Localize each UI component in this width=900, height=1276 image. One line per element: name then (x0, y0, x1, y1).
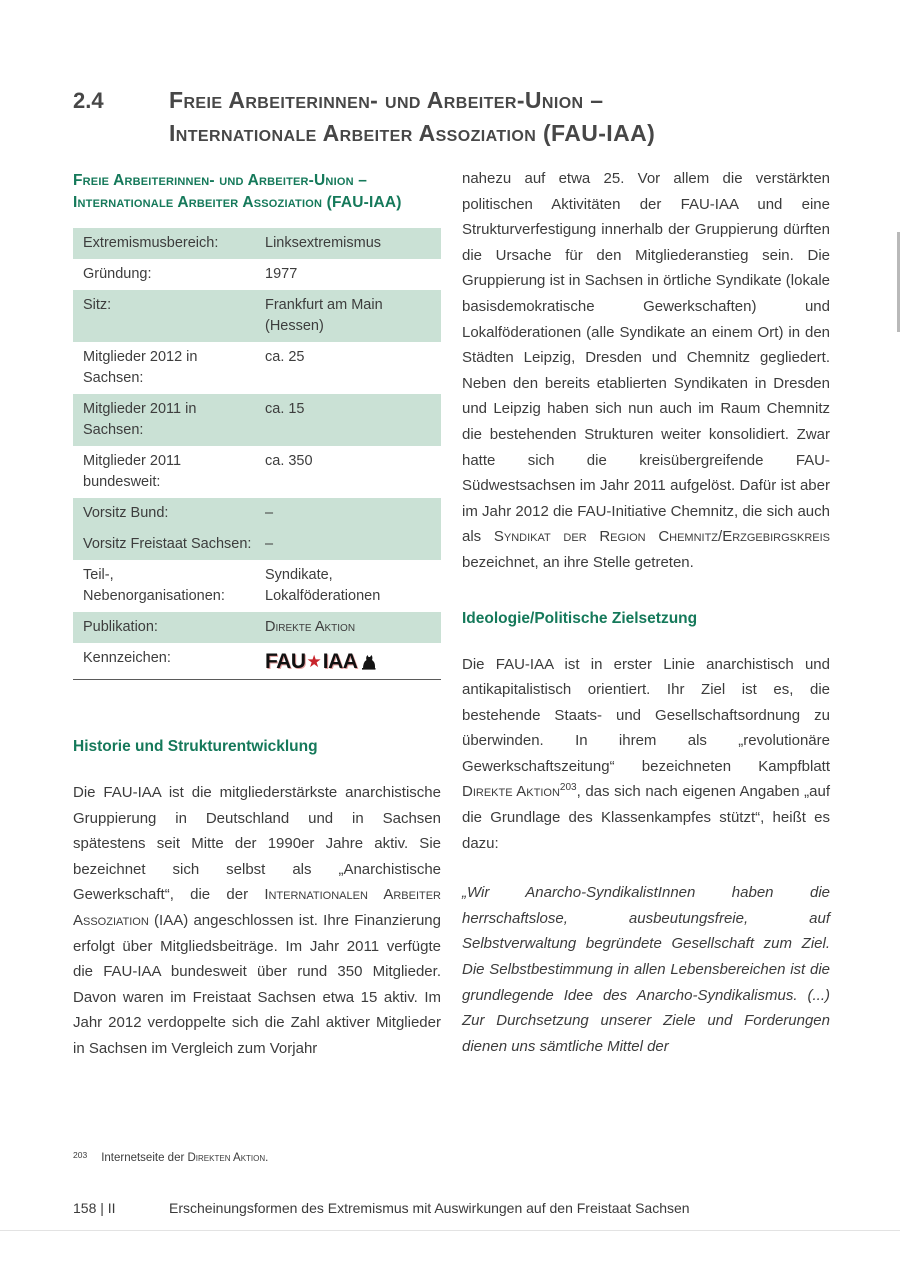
table-row (73, 498, 441, 529)
table-row-label: Mitglieder 2011 bundesweit: (83, 453, 182, 490)
section-title (169, 84, 655, 150)
ideology-quote: „Wir Anarcho-SyndikalistInnen haben die herrschaftslose, ausbeutungsfreie, auf Selbstverwaltung begründete Gesellschaft zum Ziel. Die Selbstbestimmung in allen Lebensbereichen ist die grundlegende Idee des Anarcho-Syndikalismus. (...) Zur Durchsetzung unserer Ziele und Forderungen dienen uns sämtliche Mittel der (462, 884, 830, 1055)
footnote-number: 203 (73, 1150, 88, 1160)
history-paragraph-continued (462, 166, 830, 576)
footnote (73, 1152, 268, 1164)
table-row-label: Teil-, Nebenorganisationen: (83, 567, 225, 604)
fau-iaa-logo (265, 648, 431, 674)
table-row (73, 446, 441, 498)
table-row (73, 612, 441, 643)
history-smallcaps-iaa: Internationalen Arbeiter Assoziation (IAA) (73, 886, 441, 929)
page-footer (73, 1200, 840, 1216)
table-row-value: 1977 (265, 266, 298, 282)
running-footer-text: Erscheinungsformen des Extremismus mit Auswirkungen auf den Freistaat Sachsen (169, 1200, 690, 1216)
table-row (73, 394, 441, 446)
ideology-text-1: Die FAU-IAA ist in erster Linie anarchistisch und antikapitalistisch orientiert. Ihr Ziel ist es, die bestehende Staats- und Gesellschaftsordnung zu überwinden. In ihrem als „revolutionäre Gewerkschaftszeitung“ bezeichneten Kampfblatt (462, 655, 830, 775)
fau-logo-text-right: IAA (322, 649, 358, 673)
table-row-label: Extremismusbereich: (83, 235, 219, 251)
table-row-value: Linksextremismus (265, 235, 382, 251)
table-row-label: Gründung: (83, 266, 152, 282)
ideology-paragraph (462, 652, 830, 857)
footnote-smallcaps: Direkten Aktion (187, 1152, 266, 1164)
table-row-label: Mitglieder 2012 in Sachsen: (83, 349, 198, 386)
table-row-label: Vorsitz Freistaat Sachsen: (83, 536, 252, 552)
fact-table (73, 228, 441, 680)
table-row-value: Syndikate, Lokalföderationen (265, 567, 381, 604)
table-row (73, 529, 441, 560)
table-row-value: – (265, 505, 274, 521)
table-row-value: ca. 25 (265, 349, 305, 365)
footnote-text-2: . (265, 1152, 269, 1164)
table-row-value: – (265, 536, 274, 552)
ideology-smallcaps-direkte-aktion: Direkte Aktion (462, 783, 560, 801)
table-row (73, 643, 441, 679)
ideology-text-2: , das sich nach eigenen Angaben „auf die Grundlage des Klassenkampfes stützt“, heißt es dazu: (462, 783, 830, 852)
table-row (73, 560, 441, 612)
table-row-value: Direkte Aktion (265, 619, 356, 635)
black-cat-icon (361, 652, 376, 670)
infobox-title (73, 170, 441, 214)
ideology-heading: Ideologie/Politische Zielsetzung (462, 609, 698, 627)
history-paragraph (73, 780, 441, 1062)
table-row (73, 228, 441, 259)
table-row-value (265, 648, 431, 674)
fau-logo-text-left: FAU (265, 649, 306, 673)
history-text-1: Die FAU-IAA ist die mitgliederstärkste anarchistische Gruppierung in Deutschland und in Sachsen spätestens seit Mitte der 1990er Jahre aktiv. Sie bezeichnet sich selbst als „Anarchistische Gewerkschaft“, die der (73, 784, 441, 904)
table-row (73, 259, 441, 290)
table-row (73, 342, 441, 394)
history-heading: Historie und Strukturentwicklung (73, 738, 318, 755)
star-icon: ★ (306, 651, 322, 671)
footnote-text (101, 1152, 268, 1164)
history-smallcaps-syndikat: Syndikat der Region Chemnitz/Erzgebirgskreis (493, 528, 831, 546)
table-row (73, 290, 441, 342)
table-row-label: Publikation: (83, 619, 158, 635)
table-row-label: Vorsitz Bund: (83, 505, 169, 521)
footer-divider (0, 1230, 900, 1231)
history-text-2: angeschlossen ist. Ihre Finanzierung erfolgt über Mitgliedsbeiträge. Im Jahr 2011 verfügte die FAU-IAA bundesweit über rund 350 Mitglieder. Davon waren im Freistaat Sachsen etwa 15 aktiv. Im Jahr 2012 verdoppelte sich die Zahl aktiver Mitglieder in Sachsen im Vergleich zum Vorjahr (73, 911, 441, 1057)
section-title-line2: Internationale Arbeiter Assoziation (FAU-IAA) (169, 120, 656, 146)
table-row-label: Mitglieder 2011 in Sachsen: (83, 401, 197, 438)
footnote-reference-203: 203 (559, 782, 577, 794)
table-row-value: ca. 15 (265, 401, 305, 417)
table-row-label: Sitz: (83, 297, 112, 313)
section-title-line1: Freie Arbeiterinnen- und Arbeiter-Union – (169, 87, 604, 113)
history-cont-text-1: nahezu auf etwa 25. Vor allem die verstärkten politischen Aktivitäten der FAU-IAA und eine Strukturverfestigung innerhalb der Gruppierung dürften die Ursache für den Mitgliederanstieg sein. Die Gruppierung ist in Sachsen in örtliche Syndikate (lokale basisdemokratische Gewerkschaften) und Lokalföderationen (alle Syndikate an einem Ort) in den Städten Leipzig, Dresden und Chemnitz gegliedert. Neben den bereits etablierten Syndikaten in Dresden und Leipzig haben sich nun auch im Raum Chemnitz die bestehenden Strukturen weiter konsolidiert. Zwar hatte sich die kreisübergreifende FAU-Südwestsachsen im Jahr 2011 aufgelöst. Dafür ist aber im Jahr 2012 die FAU-Initiative Chemnitz, die sich auch als (462, 170, 830, 546)
section-number: 2.4 (73, 88, 104, 113)
right-column (462, 166, 830, 1059)
footnote-text-1: Internetseite der (101, 1152, 188, 1164)
infobox-title-line1: Freie Arbeiterinnen- und Arbeiter-Union – (73, 172, 368, 189)
section-title-block (73, 84, 840, 150)
infobox-title-line2: Internationale Arbeiter Assoziation (FAU-IAA) (73, 194, 402, 211)
table-row-value: Frankfurt am Main (Hessen) (265, 297, 383, 334)
table-row-label: Kennzeichen: (83, 650, 171, 666)
history-cont-text-2: bezeichnet, an ihre Stelle getreten. (462, 553, 694, 571)
left-column (73, 170, 441, 1062)
table-row-value: ca. 350 (265, 453, 313, 469)
page-number: 158 | II (73, 1200, 116, 1216)
